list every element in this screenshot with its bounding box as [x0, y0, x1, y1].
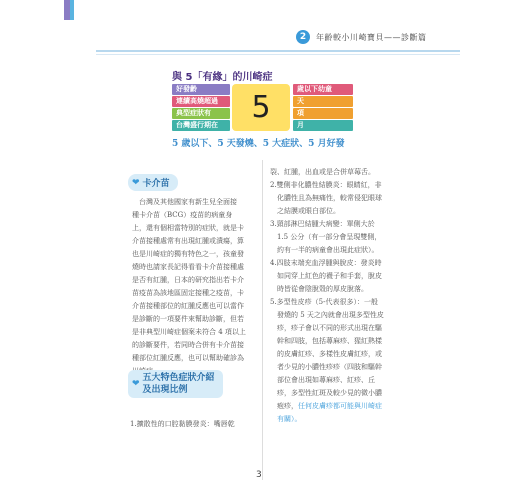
banner-right-label-3: 項 [293, 108, 353, 119]
right-column-line: 幹和四肢，包括蕁麻疹、猩紅熱樣 [270, 337, 382, 345]
page-number: 3 [256, 470, 262, 480]
bcg-paragraph-line: 是非典型川崎症個案未符合 4 項以上 [132, 328, 246, 336]
section-heading-bcg [128, 174, 178, 191]
section-heading-line-2: 及出現比例 [142, 385, 188, 395]
banner-left-label-2: 連續高燒超過 [172, 96, 230, 107]
right-column-line: 5.多型性皮疹（5-代表很多）：一般 [270, 298, 378, 306]
bcg-paragraph-line: 的診斷要件，若同時合併有卡介苗接 [132, 341, 244, 349]
chapter-badge: 2 [296, 30, 310, 44]
right-column-line: 1.5 公分（有一部分會呈現雙側， [270, 233, 382, 241]
right-column-line: 之結膜或眼白部位。 [270, 207, 340, 215]
running-header [296, 30, 427, 44]
right-column-text [270, 166, 412, 426]
big-number-five: 5 [232, 84, 290, 131]
bcg-paragraph-line: 苗疫苗為該地區固定接種之疫苗，卡 [132, 289, 244, 297]
right-column-line: 如同穿上紅色的襪子和手套，脫皮 [270, 272, 382, 280]
bcg-paragraph-line: 也是川崎症的獨有特色之一，孩童發 [132, 250, 244, 258]
section-heading-text: 卡介苗 [142, 179, 170, 189]
banner-right-label-2: 天 [293, 96, 353, 107]
bcg-paragraph-line: 上，還有個相當特別的症狀，就是卡 [132, 224, 244, 232]
bcg-paragraph-line: 介苗接種部位的紅腫反應也可以當作 [132, 302, 244, 310]
right-column-line: 約有一半的病童會出現此症狀）。 [270, 246, 379, 254]
banner-title: 與 5「有緣」的川崎症 [172, 72, 273, 83]
bcg-paragraph-line: 台灣及其他國家有新生兒全面接 [132, 198, 237, 206]
bcg-paragraph-line: 種卡介苗（BCG）疫苗的病童身 [132, 211, 233, 219]
banner-left-label-1: 好發齡 [172, 84, 230, 95]
five-banner [172, 84, 366, 132]
highlighted-text: 任何皮膚疹都可能與川崎症 [298, 402, 382, 410]
right-column-line: 的皮膚紅疹、多樣性皮膚紅疹，或 [270, 350, 382, 358]
right-column-line: 疹，多型性紅斑及較少見的微小膿 [270, 389, 382, 397]
right-column-line: 4.四肢末端充血浮腫與脫皮：發炎時 [270, 259, 382, 267]
section-heading-five-symptoms [128, 370, 223, 398]
right-column-line: 時皆從會陰脫殼的厚皮脫落。 [270, 285, 368, 293]
bcg-paragraph-line: 是否有紅腫，日本的研究指出若卡介 [132, 276, 244, 284]
banner-left-label-4: 台灣盛行期在 [172, 120, 230, 131]
banner-left-label-3: 典型症狀有 [172, 108, 230, 119]
banner-right-label-4: 月 [293, 120, 353, 131]
bcg-paragraph-line: 燒時也請家長記得看看卡介苗接種處 [132, 263, 244, 271]
banner-subtitle: 5 歲以下、5 天發燒、5 大症狀、5 月好發 [172, 139, 345, 149]
line-prefix: 疱疹， [270, 402, 298, 410]
right-column-line: 裂、紅腫，出血或是合併草莓舌。 [270, 168, 375, 176]
heart-icon: ❤ [132, 379, 140, 389]
section-heading-line-1: 五大特色症狀介紹 [142, 373, 215, 383]
right-column-line: 3.頸部淋巴結腫大病變：單側大於 [270, 220, 375, 228]
highlighted-text: 有關）。 [270, 415, 302, 423]
symptom-item-1: 1.擴散性的口腔黏膜發炎：嘴唇乾 [130, 420, 235, 428]
right-column-line: 者少見的小膿性疹疹（四肢和驅幹 [270, 363, 382, 371]
column-divider [262, 160, 263, 480]
heart-icon: ❤ [132, 177, 140, 188]
edge-tab-blue [70, 0, 74, 20]
bcg-paragraph-line: 種部位紅腫反應，也可以幫助確診為 [132, 354, 244, 362]
banner-right-labels [293, 84, 353, 132]
bcg-paragraph-line: 介苗接種處常有出現紅腫或潰瘍，算 [132, 237, 244, 245]
header-rule-thin [96, 54, 460, 55]
right-column-line: 發燒的 5 天之內就會出現多型性皮 [270, 311, 384, 319]
running-header-title: 年齡較小川崎寶貝——診斷篇 [316, 32, 427, 42]
right-column-line: 2.雙側非化膿性結膜炎：眼睛紅，非 [270, 181, 382, 189]
header-rule [96, 50, 460, 52]
right-column-line [270, 400, 412, 413]
bcg-paragraph-line: 是診斷的一項要件來幫助診斷，但若 [132, 315, 244, 323]
right-column-line: 化膿性且為無痛性，較常侵犯眼球 [270, 194, 382, 202]
right-column-line: 疹，疹子會以不同的形式出現在驅 [270, 324, 382, 332]
banner-right-label-1: 歲以下幼童 [293, 84, 353, 95]
bcg-paragraph [132, 196, 254, 378]
banner-left-labels [172, 84, 230, 132]
right-column-line: 部位會出現如蕁麻疹、紅疹、丘 [270, 376, 375, 384]
